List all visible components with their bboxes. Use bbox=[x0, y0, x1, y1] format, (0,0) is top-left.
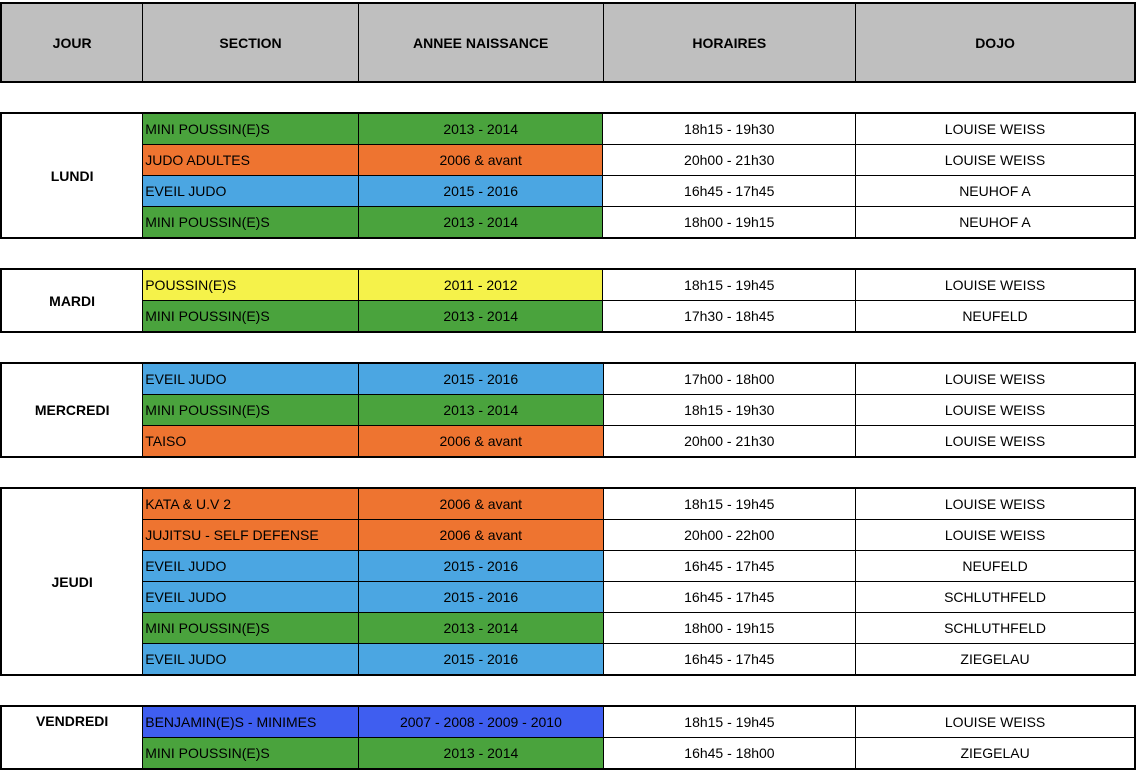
section-cell: MINI POUSSIN(E)S bbox=[143, 613, 359, 644]
header-section: SECTION bbox=[143, 3, 359, 82]
schedule-time-cell: 20h00 - 22h00 bbox=[603, 520, 855, 551]
birth-year-cell: 2007 - 2008 - 2009 - 2010 bbox=[359, 706, 604, 738]
schedule-time-cell: 18h15 - 19h45 bbox=[603, 488, 855, 520]
dojo-cell: LOUISE WEISS bbox=[856, 363, 1135, 395]
dojo-cell: SCHLUTHFELD bbox=[856, 582, 1135, 613]
header-row bbox=[1, 3, 1135, 82]
dojo-cell: NEUHOF A bbox=[855, 207, 1135, 239]
section-cell: KATA & U.V 2 bbox=[143, 488, 359, 520]
dojo-cell: LOUISE WEISS bbox=[855, 269, 1135, 301]
day-label: VENDREDI bbox=[1, 706, 143, 769]
day-block-jeudi bbox=[0, 487, 1136, 676]
schedule-time-cell: 18h15 - 19h45 bbox=[603, 706, 855, 738]
section-cell: POUSSIN(E)S bbox=[143, 269, 359, 301]
table-row bbox=[1, 176, 1135, 207]
dojo-cell: LOUISE WEISS bbox=[856, 706, 1135, 738]
dojo-cell: ZIEGELAU bbox=[856, 738, 1135, 770]
schedule-time-cell: 16h45 - 17h45 bbox=[603, 582, 855, 613]
section-cell: MINI POUSSIN(E)S bbox=[143, 301, 359, 333]
schedule-time-cell: 17h30 - 18h45 bbox=[603, 301, 856, 333]
birth-year-cell: 2013 - 2014 bbox=[359, 613, 603, 644]
dojo-cell: NEUHOF A bbox=[855, 176, 1135, 207]
birth-year-cell: 2006 & avant bbox=[358, 145, 603, 176]
schedule-header-table bbox=[0, 2, 1136, 83]
table-row bbox=[1, 488, 1135, 520]
birth-year-cell: 2006 & avant bbox=[359, 488, 603, 520]
schedule-time-cell: 18h00 - 19h15 bbox=[603, 207, 856, 239]
schedule-time-cell: 16h45 - 17h45 bbox=[603, 644, 855, 676]
day-label: MERCREDI bbox=[1, 363, 143, 457]
table-row bbox=[1, 644, 1135, 676]
section-cell: MINI POUSSIN(E)S bbox=[143, 395, 359, 426]
birth-year-cell: 2015 - 2016 bbox=[359, 582, 603, 613]
table-row bbox=[1, 582, 1135, 613]
dojo-cell: SCHLUTHFELD bbox=[856, 613, 1135, 644]
dojo-cell: NEUFELD bbox=[855, 301, 1135, 333]
table-row bbox=[1, 145, 1135, 176]
dojo-cell: LOUISE WEISS bbox=[855, 113, 1135, 145]
day-block-vendredi bbox=[0, 705, 1136, 770]
birth-year-cell: 2013 - 2014 bbox=[358, 113, 603, 145]
dojo-cell: LOUISE WEISS bbox=[856, 395, 1135, 426]
day-block-lundi bbox=[0, 112, 1136, 239]
section-cell: BENJAMIN(E)S - MINIMES bbox=[143, 706, 359, 738]
table-row bbox=[1, 395, 1135, 426]
section-cell: EVEIL JUDO bbox=[143, 582, 359, 613]
section-cell: EVEIL JUDO bbox=[143, 176, 359, 207]
header-horaires: HORAIRES bbox=[603, 3, 856, 82]
table-row bbox=[1, 426, 1135, 458]
table-row bbox=[1, 520, 1135, 551]
schedule-time-cell: 16h45 - 18h00 bbox=[603, 738, 855, 770]
table-row bbox=[1, 738, 1135, 770]
day-label: JEUDI bbox=[1, 488, 143, 675]
section-cell: JUJITSU - SELF DEFENSE bbox=[143, 520, 359, 551]
birth-year-cell: 2013 - 2014 bbox=[358, 301, 603, 333]
dojo-cell: LOUISE WEISS bbox=[856, 426, 1135, 458]
birth-year-cell: 2013 - 2014 bbox=[358, 207, 603, 239]
section-cell: MINI POUSSIN(E)S bbox=[143, 207, 359, 239]
schedule-time-cell: 18h00 - 19h15 bbox=[603, 613, 855, 644]
day-label: LUNDI bbox=[1, 113, 143, 238]
birth-year-cell: 2006 & avant bbox=[359, 426, 604, 458]
schedule-time-cell: 18h15 - 19h45 bbox=[603, 269, 856, 301]
header-jour: JOUR bbox=[1, 3, 143, 82]
day-block-mercredi bbox=[0, 362, 1136, 458]
birth-year-cell: 2006 & avant bbox=[359, 520, 603, 551]
section-cell: MINI POUSSIN(E)S bbox=[143, 113, 359, 145]
birth-year-cell: 2011 - 2012 bbox=[358, 269, 603, 301]
schedule-time-cell: 16h45 - 17h45 bbox=[603, 551, 855, 582]
dojo-cell: NEUFELD bbox=[856, 551, 1135, 582]
schedule-time-cell: 17h00 - 18h00 bbox=[603, 363, 856, 395]
schedule-time-cell: 18h15 - 19h30 bbox=[603, 395, 856, 426]
section-cell: TAISO bbox=[143, 426, 359, 458]
schedule-time-cell: 18h15 - 19h30 bbox=[603, 113, 856, 145]
day-block-mardi bbox=[0, 268, 1136, 333]
section-cell: EVEIL JUDO bbox=[143, 644, 359, 676]
dojo-cell: LOUISE WEISS bbox=[856, 520, 1135, 551]
table-row bbox=[1, 269, 1135, 301]
schedule-time-cell: 16h45 - 17h45 bbox=[603, 176, 856, 207]
table-row bbox=[1, 301, 1135, 333]
section-cell: EVEIL JUDO bbox=[143, 363, 359, 395]
table-row bbox=[1, 113, 1135, 145]
day-label: MARDI bbox=[1, 269, 143, 332]
section-cell: JUDO ADULTES bbox=[143, 145, 359, 176]
header-annee-naissance: ANNEE NAISSANCE bbox=[358, 3, 603, 82]
header-dojo: DOJO bbox=[856, 3, 1135, 82]
table-row bbox=[1, 613, 1135, 644]
birth-year-cell: 2015 - 2016 bbox=[359, 551, 603, 582]
birth-year-cell: 2015 - 2016 bbox=[359, 644, 603, 676]
birth-year-cell: 2015 - 2016 bbox=[359, 363, 604, 395]
section-cell: MINI POUSSIN(E)S bbox=[143, 738, 359, 770]
section-cell: EVEIL JUDO bbox=[143, 551, 359, 582]
birth-year-cell: 2013 - 2014 bbox=[359, 738, 604, 770]
table-row bbox=[1, 706, 1135, 738]
dojo-cell: ZIEGELAU bbox=[856, 644, 1135, 676]
table-row bbox=[1, 363, 1135, 395]
birth-year-cell: 2015 - 2016 bbox=[358, 176, 603, 207]
dojo-cell: LOUISE WEISS bbox=[856, 488, 1135, 520]
schedule-time-cell: 20h00 - 21h30 bbox=[603, 426, 856, 458]
schedule-time-cell: 20h00 - 21h30 bbox=[603, 145, 856, 176]
table-row bbox=[1, 551, 1135, 582]
birth-year-cell: 2013 - 2014 bbox=[359, 395, 604, 426]
table-row bbox=[1, 207, 1135, 239]
dojo-cell: LOUISE WEISS bbox=[855, 145, 1135, 176]
